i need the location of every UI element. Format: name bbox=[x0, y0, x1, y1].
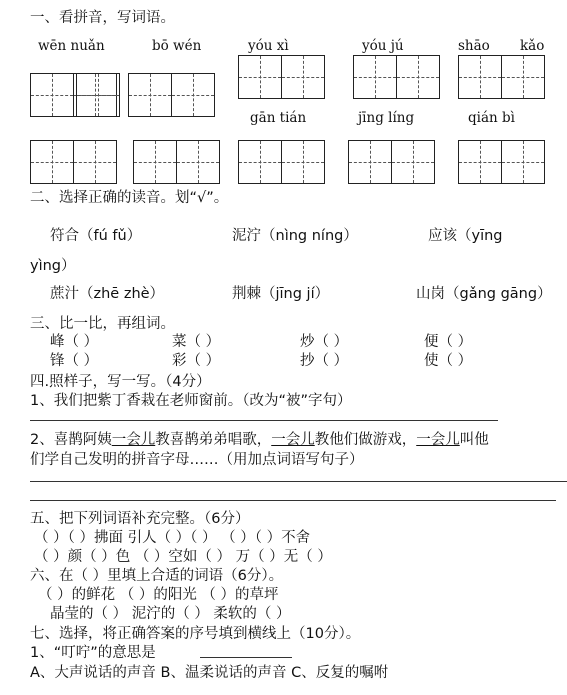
reading-item[interactable]: 蔗汁（zhē zhè） bbox=[50, 286, 165, 302]
section3-title: 三、比一比，再组词。 bbox=[30, 316, 175, 332]
writing-grid[interactable] bbox=[30, 140, 116, 184]
compare-item[interactable]: 便（ ） bbox=[424, 334, 473, 350]
pinyin-bowen: bō wén bbox=[152, 38, 202, 54]
reading-item[interactable]: 荆棘（jīng jí） bbox=[232, 286, 330, 302]
writing-grid[interactable] bbox=[458, 140, 544, 184]
compare-item[interactable]: 抄（ ） bbox=[300, 353, 349, 369]
compare-item[interactable]: 峰（ ） bbox=[50, 334, 99, 350]
fill-row[interactable]: （ ）的鲜花 （ ）的阳光 （ ）的草坪 bbox=[38, 587, 279, 603]
reading-item[interactable]: 符合（fú fǔ） bbox=[50, 228, 142, 244]
fill-row[interactable]: （ ）（ ）拂面 引人（ ）（ ） （ ）（ ）不舍 bbox=[34, 530, 311, 546]
reading-item[interactable]: 泥泞（nìng níng） bbox=[232, 228, 358, 244]
pinyin-qianbi: qián bì bbox=[468, 110, 515, 126]
section1-title: 一、看拼音，写词语。 bbox=[30, 10, 175, 26]
section6-title: 六、在（ ）里填上合适的词语（6分）。 bbox=[30, 568, 284, 584]
writing-grid[interactable] bbox=[238, 55, 324, 99]
compare-item[interactable]: 锋（ ） bbox=[50, 353, 99, 369]
fill-row[interactable]: （ ）颜（ ）色 （ ）空如（ ） 万（ ）无（ ） bbox=[34, 549, 332, 565]
question-text: 1、我们把紫丁香栽在老师窗前。（改为“被”字句） bbox=[30, 393, 352, 409]
section2-title: 二、选择正确的读音。划“√”。 bbox=[30, 190, 229, 206]
writing-grid[interactable] bbox=[133, 140, 219, 184]
options-text: A、大声说话的声音 B、温柔说话的声音 C、反复的嘱咐 bbox=[30, 665, 389, 681]
pinyin-jingling: jīng líng bbox=[358, 110, 415, 126]
writing-grid[interactable] bbox=[76, 73, 119, 117]
answer-line[interactable] bbox=[30, 481, 567, 482]
writing-grid[interactable] bbox=[353, 55, 439, 99]
pinyin-youxi: yóu xì bbox=[248, 38, 289, 54]
writing-grid[interactable] bbox=[238, 140, 324, 184]
question-text: 2、喜鹊阿姨一会儿教喜鹊弟弟唱歌，一会儿教他们做游戏，一会儿叫他 bbox=[30, 432, 489, 448]
pinyin-wennuan: wēn nuǎn bbox=[38, 38, 105, 54]
writing-grid[interactable] bbox=[128, 73, 214, 117]
compare-item[interactable]: 炒（ ） bbox=[300, 334, 349, 350]
fill-row[interactable]: 晶莹的（ ） 泥泞的（ ） 柔软的（ ） bbox=[50, 606, 291, 622]
pinyin-youju: yóu jú bbox=[362, 38, 404, 54]
section7-title: 七、选择，将正确答案的序号填到横线上（10分）。 bbox=[30, 626, 361, 642]
section4-title: 四.照样子，写一写。（4分） bbox=[30, 374, 211, 390]
pinyin-shao: shāo bbox=[458, 38, 490, 54]
compare-item[interactable]: 使（ ） bbox=[424, 353, 473, 369]
compare-item[interactable]: 菜（ ） bbox=[172, 334, 221, 350]
writing-grid[interactable] bbox=[458, 55, 544, 99]
compare-item[interactable]: 彩（ ） bbox=[172, 353, 221, 369]
answer-line[interactable] bbox=[30, 500, 556, 501]
question-text: 们学自己发明的拼音字母……（用加点词语写句子） bbox=[30, 452, 364, 468]
pinyin-gantian: gān tián bbox=[250, 110, 307, 126]
answer-line[interactable] bbox=[30, 420, 498, 421]
question-text: 1、“叮咛”的意思是 bbox=[30, 645, 156, 661]
section5-title: 五、把下列词语补充完整。（6分） bbox=[30, 511, 250, 527]
writing-grid[interactable] bbox=[348, 140, 434, 184]
reading-item[interactable]: 应该（yīng bbox=[428, 228, 503, 244]
reading-item-cont: yìng） bbox=[30, 258, 76, 274]
answer-line[interactable] bbox=[200, 657, 292, 658]
pinyin-kao: kǎo bbox=[520, 38, 545, 54]
reading-item[interactable]: 山岗（gǎng gāng） bbox=[416, 286, 552, 302]
